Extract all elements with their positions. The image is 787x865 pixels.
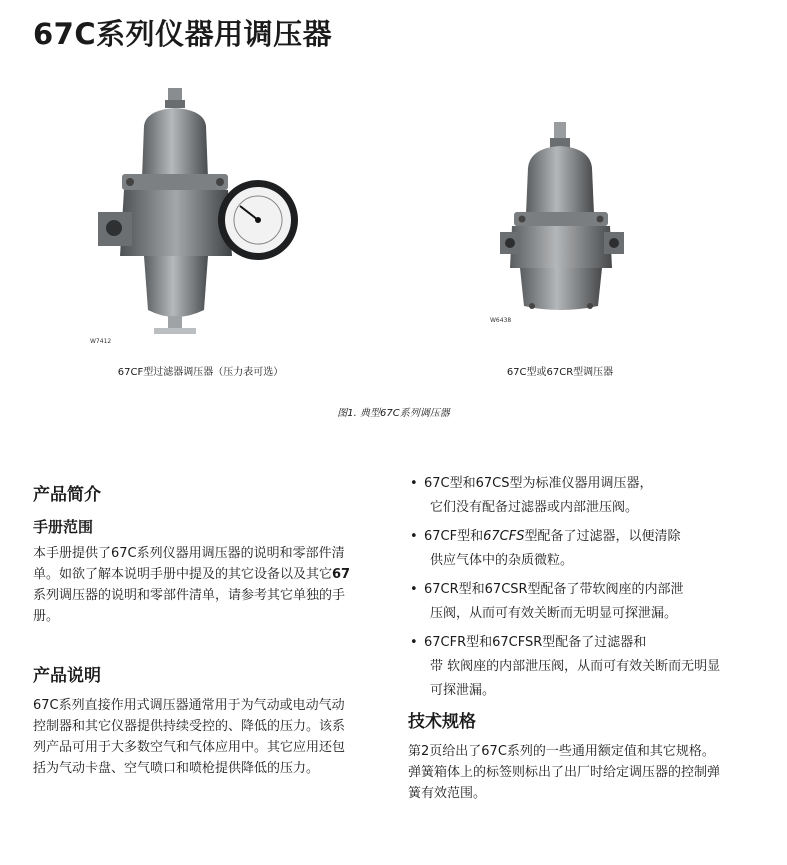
description-line: 列产品可用于大多数空气和气体应用中。其它应用还包 <box>33 740 346 755</box>
intro-heading: 产品简介 <box>33 485 101 505</box>
bullet-icon: • <box>410 582 418 597</box>
bullet-icon: • <box>410 476 418 491</box>
bullet-icon: • <box>410 529 418 544</box>
scope-paragraph <box>33 543 393 627</box>
scope-line: 册。 <box>33 609 60 624</box>
description-line: 67C系列直接作用式调压器通常用于为气动或电动气动 <box>33 698 345 713</box>
bullet-icon: • <box>410 635 418 650</box>
bold-series-number: 67 <box>332 567 351 582</box>
page-title: 67C系列仪器用调压器 <box>33 17 333 51</box>
left-image-code: W7412 <box>90 338 112 345</box>
left-image-caption: 67CF型过滤器调压器（压力表可选） <box>117 367 284 378</box>
model-list <box>408 472 780 708</box>
right-image-code: W6438 <box>490 317 512 324</box>
list-item: • 67CF型和67CFS型配备了过滤器，以便清除 供应气体中的杂质微粒。 <box>408 525 780 573</box>
scope-line: 单。如欲了解本说明手册中提及的其它设备以及其它67 <box>33 567 351 582</box>
description-paragraph <box>33 695 393 779</box>
regulator-image <box>486 118 636 328</box>
scope-line: 系列调压器的说明和零部件清单，请参考其它单独的手 <box>33 588 346 603</box>
filter-regulator-image <box>88 88 308 348</box>
right-image-caption: 67C型或67CR型调压器 <box>506 367 614 378</box>
specs-line: 簧有效范围。 <box>408 786 487 801</box>
list-item: • 67CFR型和67CFSR型配备了过滤器和 带 软阀座的内部泄压阀，从而可有效关断而无明显 可探泄漏。 <box>408 631 780 703</box>
description-heading: 产品说明 <box>33 666 101 686</box>
specs-line: 弹簧箱体上的标签则标出了出厂时给定调压器的控制弹 <box>408 765 721 780</box>
specs-line: 第2页给出了67C系列的一些通用额定值和其它规格。 <box>408 744 715 759</box>
specs-heading: 技术规格 <box>408 712 476 732</box>
list-item: • 67CR型和67CSR型配备了带软阀座的内部泄 压阀，从而可有效关断而无明显可探泄漏。 <box>408 578 780 626</box>
scope-heading: 手册范围 <box>33 518 94 536</box>
description-line: 控制器和其它仪器提供持续受控的、降低的压力。该系 <box>33 719 346 734</box>
list-item: • 67C型和67CS型为标准仪器用调压器， 它们没有配备过滤器或内部泄压阀。 <box>408 472 780 520</box>
scope-line: 本手册提供了67C系列仪器用调压器的说明和零部件清 <box>33 546 345 561</box>
description-line: 括为气动卡盘、空气喷口和喷枪提供降低的压力。 <box>33 761 320 776</box>
specs-paragraph <box>408 741 780 804</box>
figure-title: 图1. 典型67C系列调压器 <box>337 408 450 419</box>
